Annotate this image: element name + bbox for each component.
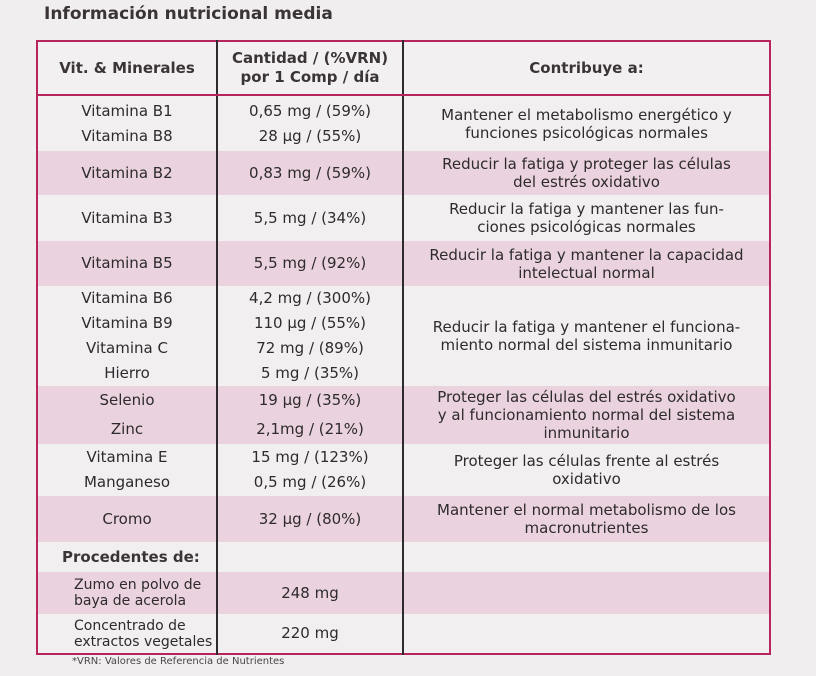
source-name-cell [37,572,217,614]
source-amount-cell [217,572,403,614]
nutrient-amount: 0,5 mg / (26%) [253,473,367,491]
nutrient-amount: 5,5 mg / (34%) [253,208,367,227]
nutrient-amount: 28 µg / (55%) [258,126,362,145]
contribution-cell [403,241,770,286]
contribution-text: ciones psicológicas normales [477,218,696,236]
table-row [37,496,770,542]
nutrient-name-cell [37,95,217,151]
nutrition-table [36,40,771,655]
table-row [37,444,770,496]
nutrient-name: Vitamina C [86,339,168,357]
sources-group-row [37,542,770,572]
contribution-text: Reducir la fatiga y proteger las células [442,155,731,173]
empty-cell [217,542,403,572]
table-row [37,151,770,195]
header-vitamins-minerals: Vit. & Minerales [37,41,217,95]
table-row [37,286,770,386]
nutrient-name-cell [37,151,217,195]
nutrient-name: Vitamina B9 [81,314,173,332]
source-name: Zumo en polvo de [74,577,202,593]
nutrient-amount: 0,83 mg / (59%) [249,163,371,182]
contribution-text: Reducir la fatiga y mantener las fun- [449,200,724,218]
contribution-cell [403,286,770,386]
table-row [37,195,770,241]
nutrient-amount-cell [217,496,403,542]
nutrient-name: Cromo [102,509,152,528]
nutrient-name: Vitamina B5 [81,254,173,272]
header-amount-line1: Cantidad / (%VRN) [231,49,389,67]
nutrient-name: Vitamina B8 [81,126,173,145]
contribution-text: Proteger las células frente al estrés [453,452,720,470]
empty-cell [403,542,770,572]
nutrient-name: Manganeso [83,473,171,491]
contribution-cell [403,195,770,241]
nutrient-name: Zinc [110,420,144,438]
nutrient-name: Vitamina B3 [81,208,173,227]
nutrient-amount: 2,1mg / (21%) [256,420,364,438]
footnote: *VRN: Valores de Referencia de Nutrientes [72,656,285,667]
source-amount-cell [217,614,403,654]
nutrient-amount-cell [217,241,403,286]
contribution-text: miento normal del sistema inmunitario [440,336,733,354]
contribution-text: del estrés oxidativo [513,173,660,191]
header-amount [217,41,403,95]
nutrient-amount-cell [217,386,403,444]
table-title: Información nutricional media [44,4,333,24]
source-name: Concentrado de [74,617,186,634]
source-row [37,572,770,614]
contribution-text: Reducir la fatiga y mantener la capacidad [429,245,744,264]
nutrient-amount-cell [217,195,403,241]
nutrient-amount: 5 mg / (35%) [260,364,360,382]
nutrient-name-cell [37,444,217,496]
table-row [37,95,770,151]
contribution-cell [403,496,770,542]
nutrient-name: Vitamina B1 [81,101,173,120]
nutrient-name: Selenio [99,391,155,409]
table-row [37,386,770,444]
contribution-text: Proteger las células del estrés oxidativo [437,388,736,406]
nutrient-amount-cell [217,286,403,386]
nutrient-amount: 72 mg / (89%) [256,339,364,357]
nutrient-name-cell [37,241,217,286]
contribution-text: intelectual normal [518,263,655,282]
nutrient-amount: 0,65 mg / (59%) [249,101,371,120]
table-header-row [37,41,770,95]
nutrient-name-cell [37,286,217,386]
source-amount: 220 mg [281,624,339,642]
nutrient-name: Vitamina B2 [81,163,173,182]
header-amount-line2: por 1 Comp / día [240,68,380,86]
nutrient-name: Vitamina E [86,448,168,466]
nutrient-amount: 5,5 mg / (92%) [253,254,367,272]
contribution-text: Reducir la fatiga y mantener el funciona- [432,318,741,336]
contribution-cell [403,386,770,444]
nutrient-name-cell [37,195,217,241]
contribution-text: inmunitario [543,424,630,442]
source-name: baya de acerola [74,593,187,609]
nutrient-amount-cell [217,95,403,151]
nutrient-amount-cell [217,151,403,195]
table-row [37,241,770,286]
contribution-text: macronutrientes [524,519,649,537]
nutrient-amount: 15 mg / (123%) [251,448,369,466]
nutrient-name: Vitamina B6 [81,289,173,307]
nutrient-name-cell [37,386,217,444]
header-contributes: Contribuye a: [403,41,770,95]
sources-label: Procedentes de: [37,542,217,572]
empty-cell [403,572,770,614]
nutrient-amount-cell [217,444,403,496]
contribution-cell [403,95,770,151]
contribution-text: Mantener el normal metabolismo de los [437,501,736,519]
source-name: extractos vegetales [74,633,213,650]
source-name-cell [37,614,217,654]
contribution-cell [403,444,770,496]
contribution-text: y al funcionamiento normal del sistema [437,406,736,424]
source-row [37,614,770,654]
nutrient-name: Hierro [104,364,150,382]
nutrient-amount: 19 µg / (35%) [258,391,362,409]
contribution-text: funciones psicológicas normales [465,123,708,142]
empty-cell [403,614,770,654]
nutrient-amount: 110 µg / (55%) [253,314,367,332]
contribution-cell [403,151,770,195]
source-amount: 248 mg [281,583,339,602]
nutrient-amount: 32 µg / (80%) [258,509,362,528]
nutrient-name-cell [37,496,217,542]
nutrient-amount: 4,2 mg / (300%) [249,289,371,307]
contribution-text: oxidativo [552,470,621,488]
contribution-text: Mantener el metabolismo energético y [441,105,732,124]
